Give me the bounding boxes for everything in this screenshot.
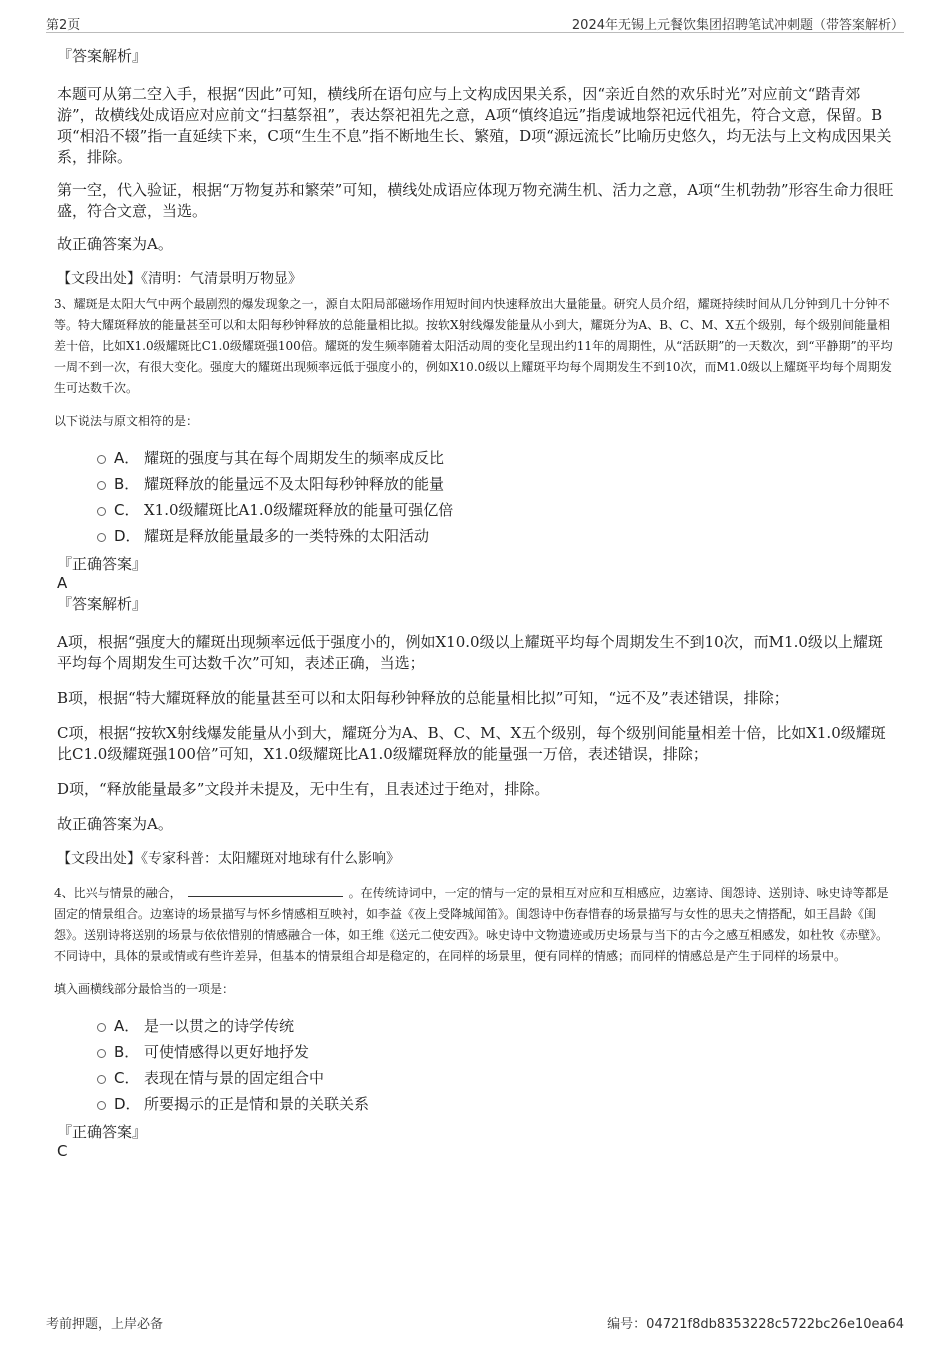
q4-answer-label: 『正确答案』 [57,1123,148,1141]
q3-option-a[interactable] [97,444,897,470]
radio-icon[interactable] [97,1101,106,1110]
q3-analysis-label: 『答案解析』 [57,595,148,613]
q3-answer-label: 『正确答案』 [57,555,148,573]
q3-option-b[interactable] [97,470,897,496]
page-footer [46,1313,904,1331]
q4-prompt: 填入画横线部分最恰当的一项是： [54,982,235,996]
q3-analysis-b: B项，根据“特大耀斑释放的能量甚至可以和太阳每秒钟释放的总能量相比拟”可知，“远不及”表述错误，排除； [57,689,789,707]
q4-option-d[interactable] [97,1090,897,1116]
q4-answer: C [57,1142,68,1160]
q3-prompt: 以下说法与原文相符的是： [54,414,199,428]
q3-analysis-d: D项，“释放能量最多”文段并未提及，无中生有，且表述过于绝对，排除。 [57,780,550,798]
q2-analysis-para-2: 第一空，代入验证，根据“万物复苏和繁荣”可知，横线处成语应体现万物充满生机、活力之意，A项“生机勃勃”形容生命力很旺盛，符合文意，当选。 [57,181,894,220]
option-letter: A． [114,1016,140,1035]
q3-answer: A [57,574,68,592]
option-text: 耀斑的强度与其在每个周期发生的频率成反比 [144,448,445,467]
q3-option-d[interactable] [97,522,897,548]
q4-option-c[interactable] [97,1064,897,1090]
document-title: 2024年无锡上元餐饮集团招聘笔试冲刺题（带答案解析） [571,18,904,33]
option-text: 耀斑释放的能量远不及太阳每秒钟释放的能量 [144,474,445,493]
radio-icon[interactable] [97,481,106,490]
q3-analysis-a: A项，根据“强度大的耀斑出现频率远低于强度小的，例如X10.0级以上耀斑平均每个周期发生不到10次，而M1.0级以上耀斑平均每个周期发生可达数千次”可知，表述正确，当选； [57,633,883,672]
q4-stem [54,883,897,967]
radio-icon[interactable] [97,533,106,542]
option-text: X1.0级耀斑比A1.0级耀斑释放的能量可强亿倍 [144,500,454,519]
page-header [46,12,904,33]
fill-in-blank [188,884,343,897]
q4-option-b[interactable] [97,1038,897,1064]
option-letter: D． [114,1094,141,1113]
q3-stem: 3、耀斑是太阳大气中两个最剧烈的爆发现象之一，源自太阳局部磁场作用短时间内快速释放出大量能量。研究人员介绍，耀斑持续时间从几分钟到几十分钟不等。特大耀斑释放的能量甚至可以和太阳每秒钟释放的总能量相比拟。按软X射线爆发能量从小到大，耀斑分为A、B、C、M、X五个级别，每个级别间能量相差十倍，比如X1.0级耀斑比C1.0级耀斑强100倍。耀斑的发生频率随着太阳活动周的变化呈现出约11年的周期性，从“活跃期”的一天数次，到“平静期”的平均一周不到一次，有很大变化。强度大的耀斑出现频率远低于强度小的，例如X10.0级以上耀斑平均每个周期发生不到10次，而M1.0级以上耀斑平均每个周期发生可达数千次。 [54,297,893,395]
option-letter: D． [114,526,141,545]
page-number: 第2页 [46,18,81,33]
q4-stem-rest: 。在传统诗词中，一定的情与一定的景相互对应和互相感应，边塞诗、闺怨诗、送别诗、咏史诗等都是固定的情景组合。边塞诗的场景描写与怀乡情感相互映衬，如李益《夜上受降城闻笛》。闺怨诗中伤春惜春的场景描写与女性的思夫之情搭配，如王昌龄《闺怨》。送别诗将送别的场景与依依惜别的情感融合一体，如王维《送元二使安西》。咏史诗中文物遗迹或历史场景与当下的古今之感互相感发，如杜牧《赤壁》。不同诗中，具体的景或情或有些许差异，但基本的情景组合却是稳定的，在同样的场景里，便有同样的情感；而同样的情感总是产生于同样的场景中。 [54,886,889,963]
option-letter: C． [114,500,140,519]
option-letter: B． [114,474,140,493]
q2-source: 【文段出处】《清明：气清景明万物显》 [57,271,302,287]
radio-icon[interactable] [97,1049,106,1058]
q3-options [97,444,897,548]
option-text: 表现在情与景的固定组合中 [144,1068,325,1087]
option-letter: B． [114,1042,140,1061]
option-text: 耀斑是释放能量最多的一类特殊的太阳活动 [144,526,430,545]
option-letter: C． [114,1068,140,1087]
q3-source: 【文段出处】《专家科普：太阳耀斑对地球有什么影响》 [57,851,400,867]
radio-icon[interactable] [97,455,106,464]
code-value: 04721f8db8353228c5722bc26e10ea64 [646,1317,904,1332]
q4-option-a[interactable] [97,1012,897,1038]
q4-options [97,1012,897,1116]
option-text: 所要揭示的正是情和景的关联关系 [144,1094,370,1113]
q2-analysis-para-1: 本题可从第二空入手，根据“因此”可知，横线所在语句应与上文构成因果关系，因“亲近自然的欢乐时光”对应前文“踏青郊游”，故横线处成语应对应前文“扫墓祭祖”，表达祭祀祖先之意，A项“慎终追远”指虔诚地祭祀远代祖先，符合文意，保留。B项“相沿不辍”指一直延续下来，C项“生生不息”指不断地生长、繁殖，D项“源远流长”比喻历史悠久，均无法与上文构成因果关系，排除。 [57,85,892,166]
option-letter: A． [114,448,140,467]
option-text: 可使情感得以更好地抒发 [144,1042,310,1061]
radio-icon[interactable] [97,1023,106,1032]
q2-conclusion: 故正确答案为A。 [57,235,173,253]
q3-analysis-c: C项，根据“按软X射线爆发能量从小到大，耀斑分为A、B、C、M、X五个级别，每个级别间能量相差十倍，比如X1.0级耀斑比C1.0级耀斑强100倍”可知，X1.0级耀斑比A1.0级耀斑释放的能量强一万倍，表述错误，排除； [57,724,886,763]
code-label: 编号： [607,1317,647,1332]
document-code [607,1313,904,1332]
q4-stem-start: 4、比兴与情景的融合， [54,886,182,900]
footer-slogan: 考前押题，上岸必备 [46,1317,164,1332]
radio-icon[interactable] [97,507,106,516]
q2-analysis-label: 『答案解析』 [57,47,148,65]
option-text: 是一以贯之的诗学传统 [144,1016,295,1035]
q3-conclusion: 故正确答案为A。 [57,815,173,833]
page-content [54,42,897,1160]
q3-option-c[interactable] [97,496,897,522]
radio-icon[interactable] [97,1075,106,1084]
